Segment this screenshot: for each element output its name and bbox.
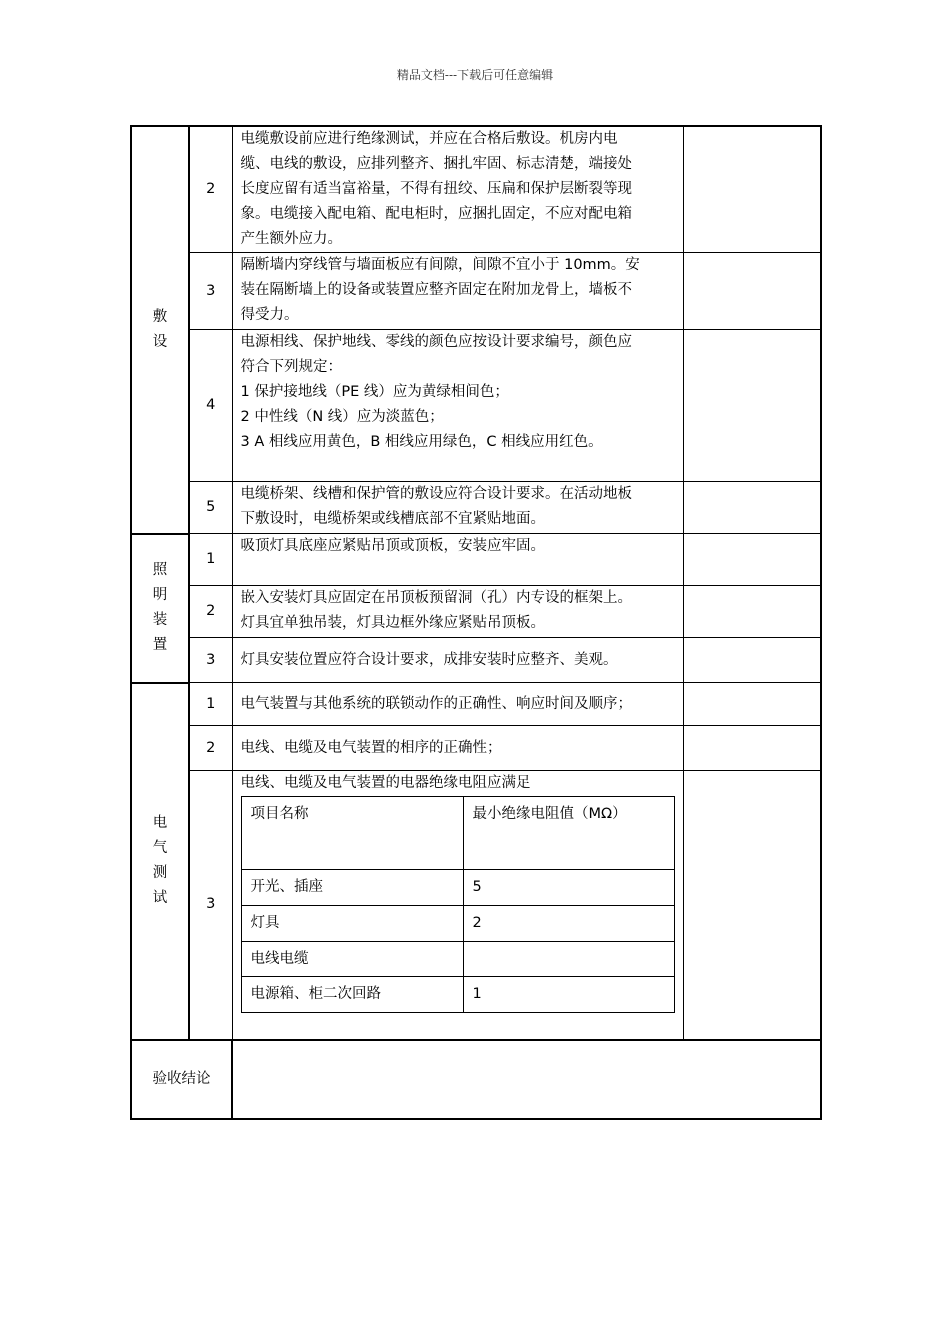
result-cell[interactable] bbox=[683, 586, 821, 638]
resistance-table bbox=[241, 796, 675, 1013]
item-description: 电源相线、保护地线、零线的颜色应按设计要求编号，颜色应 符合下列规定： 1 保护接地线（PE 线）应为黄绿相间色； 2 中性线（N 线）应为淡蓝色； 3 A 相线应用黄色，B 相线应用绿色，C 相线应用红色。 bbox=[232, 330, 683, 482]
item-number: 1 bbox=[189, 683, 232, 726]
page-header: 精品文档---下载后可任意编辑 bbox=[396, 68, 554, 82]
result-cell[interactable] bbox=[683, 638, 821, 683]
item-description: 嵌入安装灯具应固定在吊顶板预留洞（孔）内专设的框架上。 灯具宜单独吊装，灯具边框外缘应紧贴吊顶板。 bbox=[232, 586, 683, 638]
result-cell[interactable] bbox=[683, 534, 821, 586]
table-row bbox=[131, 482, 821, 534]
category-laying: 敷 设 bbox=[131, 126, 189, 534]
header-min-resistance: 最小绝缘电阻值（MΩ） bbox=[463, 797, 674, 870]
item-number: 2 bbox=[189, 586, 232, 638]
resistance-item: 灯具 bbox=[241, 906, 463, 942]
table-row bbox=[131, 330, 821, 482]
resistance-row bbox=[241, 977, 674, 1013]
resistance-value[interactable]: 5 bbox=[463, 870, 674, 906]
resistance-item: 电源箱、柜二次回路 bbox=[241, 977, 463, 1013]
result-cell[interactable] bbox=[683, 482, 821, 534]
item-number: 3 bbox=[189, 638, 232, 683]
item-description: 电线、电缆及电气装置的电器绝缘电阻应满足 项目名称 最小绝缘电阻值（MΩ） 开光、插座 5 灯具 2 电线电缆 电源箱、柜二次回路 1 bbox=[232, 771, 683, 1040]
item-description: 电气装置与其他系统的联锁动作的正确性、响应时间及顺序； bbox=[232, 683, 683, 726]
table-row bbox=[131, 586, 821, 638]
resistance-row bbox=[241, 906, 674, 942]
result-cell[interactable] bbox=[683, 771, 821, 1040]
resistance-item: 电线电缆 bbox=[241, 942, 463, 977]
category-testing: 电 气 测 试 bbox=[131, 683, 189, 1040]
resistance-row bbox=[241, 942, 674, 977]
table-row bbox=[131, 726, 821, 771]
item-description: 吸顶灯具底座应紧贴吊顶或顶板，安装应牢固。 bbox=[232, 534, 683, 586]
table-row bbox=[131, 253, 821, 330]
result-cell[interactable] bbox=[683, 253, 821, 330]
resistance-item: 开光、插座 bbox=[241, 870, 463, 906]
item-number: 4 bbox=[189, 330, 232, 482]
table-row bbox=[131, 126, 821, 253]
result-cell[interactable] bbox=[683, 126, 821, 253]
conclusion-label: 验收结论 bbox=[131, 1040, 232, 1119]
category-lighting: 照 明 装 置 bbox=[131, 534, 189, 683]
result-cell[interactable] bbox=[683, 330, 821, 482]
header-item-name: 项目名称 bbox=[241, 797, 463, 870]
item-number: 3 bbox=[189, 253, 232, 330]
conclusion-field[interactable] bbox=[232, 1040, 821, 1119]
item-number: 2 bbox=[189, 126, 232, 253]
result-cell[interactable] bbox=[683, 683, 821, 726]
table-row bbox=[131, 683, 821, 726]
item-number: 1 bbox=[189, 534, 232, 586]
result-cell[interactable] bbox=[683, 726, 821, 771]
item-description: 灯具安装位置应符合设计要求，成排安装时应整齐、美观。 bbox=[232, 638, 683, 683]
inspection-table bbox=[130, 125, 822, 1120]
resistance-header-row bbox=[241, 797, 674, 870]
item-number: 2 bbox=[189, 726, 232, 771]
item-number: 5 bbox=[189, 482, 232, 534]
resistance-value[interactable] bbox=[463, 942, 674, 977]
resistance-value[interactable]: 2 bbox=[463, 906, 674, 942]
item-description: 隔断墙内穿线管与墙面板应有间隙，间隙不宜小于 10mm。安 装在隔断墙上的设备或装置应整齐固定在附加龙骨上，墙板不 得受力。 bbox=[232, 253, 683, 330]
item-description: 电线、电缆及电气装置的相序的正确性； bbox=[232, 726, 683, 771]
item-number: 3 bbox=[189, 771, 232, 1040]
table-row bbox=[131, 534, 821, 586]
resistance-row bbox=[241, 870, 674, 906]
table-row bbox=[131, 771, 821, 1040]
item-description: 电缆敷设前应进行绝缘测试，并应在合格后敷设。机房内电 缆、电线的敷设，应排列整齐、捆扎牢固、标志清楚，端接处 长度应留有适当富裕量，不得有扭绞、压扁和保护层断裂等现 象。电缆接入配电箱、配电柜时，应捆扎固定，不应对配电箱 产生额外应力。 bbox=[232, 126, 683, 253]
resistance-value[interactable]: 1 bbox=[463, 977, 674, 1013]
conclusion-row bbox=[131, 1040, 821, 1119]
table-row bbox=[131, 638, 821, 683]
item-description: 电缆桥架、线槽和保护管的敷设应符合设计要求。在活动地板 下敷设时，电缆桥架或线槽底部不宜紧贴地面。 bbox=[232, 482, 683, 534]
